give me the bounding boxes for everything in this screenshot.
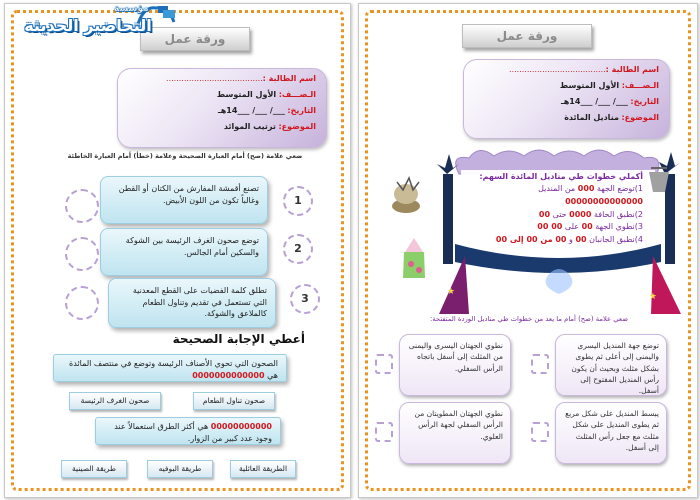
date-value: ___/ ___/ ___14هـ bbox=[561, 97, 628, 106]
answer-circle-3[interactable] bbox=[65, 286, 99, 320]
steps-title: أكملي خطوات طي مناديل المائدة السهم: bbox=[479, 172, 643, 181]
step-4-mid: و bbox=[569, 235, 573, 245]
step-4-blank-b[interactable]: 00 من 00 إلى 00 bbox=[495, 235, 567, 245]
step-3-text: نطوي الجهة bbox=[595, 222, 635, 232]
step-2-blank-b[interactable]: 00 bbox=[538, 209, 551, 219]
step-2-blank-a[interactable]: 0000 bbox=[569, 209, 592, 219]
step-3 bbox=[467, 221, 643, 234]
date-label: التاريخ: bbox=[630, 97, 659, 106]
fold-step-box-4: نطوي الجهتان المطويتان من الرأس السفلي لجهة الرأس العلوي. bbox=[399, 402, 511, 464]
step-1 bbox=[467, 183, 643, 209]
step-3-blank-a[interactable]: 00 bbox=[581, 222, 593, 232]
date-value: ___/ ___/ ___14هـ bbox=[218, 106, 285, 115]
subject-value: ترتيب الموائد bbox=[223, 122, 276, 131]
step-1-number: 1) bbox=[634, 184, 643, 193]
worksheet-page-right bbox=[358, 3, 698, 498]
publisher-watermark bbox=[0, 0, 180, 44]
fold-step-box-3: يبسط المنديل على شكل مربع ثم يطوى المنديل على شكل مثلث مع جعل رأس المثلث إلى أسفل. bbox=[555, 402, 667, 464]
fold-step-box-1: توضع جهة المنديل اليسرى واليمنى إلى أعلى ثم يطوى بشكل مثلث وبحيث أن يكون رأس المنديل المفتوح إلى أسفل. bbox=[555, 334, 667, 396]
checkbox-instruction: ضعي علامة (صح) أمام ما يعد من خطوات طي مناديل الوردة المتفتحة: bbox=[430, 315, 628, 323]
option-dining-plates[interactable]: صحون تناول الطعام bbox=[193, 392, 275, 410]
fold-step-box-2: نطوي الجهتان اليسرى واليمنى من المثلث إلى أسفل باتجاه الرأس السفلي. bbox=[399, 334, 511, 396]
true-false-instruction: ضعي علامة (صح) أمام العبارة الصحيحة وعلامة (خطأ) أمام العبارة الخاطئة bbox=[67, 152, 303, 160]
student-info-panel bbox=[117, 68, 327, 148]
step-2-text: نطبق الحافة bbox=[593, 209, 635, 219]
step-3-number: 3) bbox=[634, 222, 643, 232]
check-square-4[interactable] bbox=[375, 422, 393, 442]
step-1-text: توضع الجهة bbox=[597, 184, 635, 193]
watermark-main: التحاضير الحديثة bbox=[24, 16, 152, 35]
subject-value: مناديل المائدة bbox=[564, 113, 619, 122]
tissue-box-image bbox=[399, 236, 429, 280]
question-number-3: 3 bbox=[290, 284, 320, 314]
check-square-2[interactable] bbox=[375, 354, 393, 374]
student-label: اسم الطالبة : bbox=[262, 74, 316, 83]
fill-question-2-blank[interactable]: 00000000000 bbox=[210, 422, 272, 431]
student-dots: ...................................... bbox=[509, 65, 606, 74]
subject-label: الموضوع: bbox=[278, 122, 316, 131]
watermark-top: مؤسسة bbox=[114, 4, 149, 14]
worksheet-title: ورقة عمل bbox=[462, 24, 592, 48]
question-number-2: 2 bbox=[283, 234, 313, 264]
step-4 bbox=[467, 234, 643, 247]
answer-circle-1[interactable] bbox=[65, 189, 99, 223]
step-1-blank-b[interactable]: 00000000000000 bbox=[565, 196, 643, 206]
fill-question-2-text: هي أكثر الطرق استعمالاً عند وجود عدد كبير من الزوار. bbox=[114, 422, 272, 443]
statement-box-3: تطلق كلمة الفضيات على القطع المعدنية التي تستعمل في تقديم وتناول الطعام كالملاعق والشوكة. bbox=[108, 278, 276, 328]
decor-cup-image bbox=[645, 166, 673, 196]
step-2 bbox=[467, 209, 643, 222]
subject-label: الموضوع: bbox=[621, 113, 659, 122]
worksheet-title: ورقة عمل bbox=[140, 27, 250, 51]
check-square-1[interactable] bbox=[531, 354, 549, 374]
statement-box-1: تصنع أقمشة المفارش من الكتان أو القطن وغالباً تكون من اللون الأبيض. bbox=[100, 176, 268, 224]
step-2-mid: حتى bbox=[552, 209, 567, 219]
svg-text:★: ★ bbox=[446, 287, 455, 297]
step-3-mid: على bbox=[564, 222, 580, 232]
question-number-1: 1 bbox=[283, 186, 313, 216]
statement-box-2: توضع صحون الغرف الرئيسة بين الشوكة والسكين أمام الجالس. bbox=[100, 228, 268, 276]
fill-question-2 bbox=[95, 417, 281, 445]
answer-section-title: أعطي الإجابة الصحيحة bbox=[172, 332, 305, 346]
napkin-ring-image bbox=[389, 176, 423, 216]
check-square-3[interactable] bbox=[531, 422, 549, 442]
student-info-panel bbox=[463, 59, 670, 139]
grade-label: الـصـــف: bbox=[278, 90, 316, 99]
napkin-steps-block bbox=[467, 172, 643, 247]
option-family-method[interactable]: الطريقة العائلية bbox=[230, 460, 296, 478]
step-4-text: نطبق الجانبان bbox=[589, 235, 635, 245]
step-4-blank-a[interactable]: 00 bbox=[575, 235, 587, 245]
student-dots: ...................................... bbox=[166, 74, 263, 83]
step-1-mid: من المنديل bbox=[538, 184, 576, 193]
date-label: التاريخ: bbox=[287, 106, 316, 115]
svg-text:★: ★ bbox=[648, 292, 657, 302]
option-buffet-method[interactable]: طريقة البوفيه bbox=[147, 460, 213, 478]
answer-circle-2[interactable] bbox=[65, 237, 99, 271]
option-tray-method[interactable]: طريقة الصينية bbox=[61, 460, 127, 478]
fill-question-1-text: الصحون التي تحوي الأصناف الرئيسة وتوضع في منتصف المائدة هي bbox=[69, 359, 278, 380]
grade-label: الـصـــف: bbox=[621, 81, 659, 90]
fill-question-1 bbox=[53, 354, 287, 382]
step-4-number: 4) bbox=[634, 235, 643, 245]
grade-value: الأول المتوسط bbox=[216, 90, 277, 99]
step-2-number: 2) bbox=[634, 209, 643, 219]
option-main-dish-plates[interactable]: صحون الغرف الرئيسة bbox=[69, 392, 161, 410]
fill-question-1-blank[interactable]: 0000000000000 bbox=[192, 370, 265, 380]
step-3-blank-b[interactable]: 00 00 bbox=[537, 222, 563, 232]
worksheet-page-left bbox=[4, 3, 351, 498]
student-label: اسم الطالبة : bbox=[605, 65, 659, 74]
grade-value: الأول المتوسط bbox=[559, 81, 620, 90]
step-1-blank-a[interactable]: 000 bbox=[577, 184, 595, 193]
